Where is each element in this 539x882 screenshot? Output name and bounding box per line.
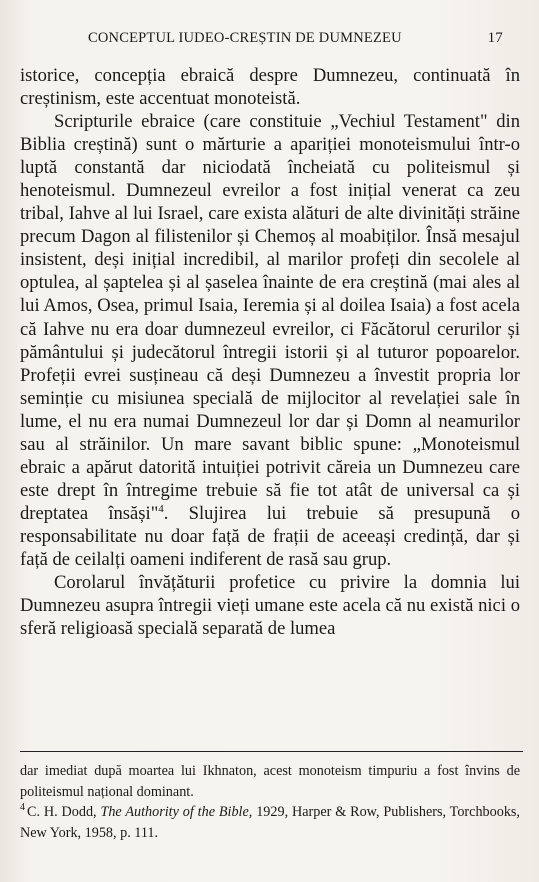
footnote-reference: 4 xyxy=(158,502,164,515)
footnote-divider xyxy=(20,751,523,752)
page-number: 17 xyxy=(487,30,503,46)
footnotes xyxy=(20,761,520,843)
footnote-3-continuation: dar imediat după moartea lui Ikhnaton, acest monoteism timpuriu a fost învins de politeismul național dominant. xyxy=(20,763,520,800)
footnote-4 xyxy=(20,802,520,843)
page-header xyxy=(88,30,503,47)
paragraph-2-text-a: Scripturile ebraice (care constituie „Vechiul Testament" din Biblia creștină) sunt o mărturie a apariției monoteismului într-o luptă constantă dar niciodată încheiată cu politeismul și henoteismul. Dumnezeul evreilor a fost inițial venerat ca zeu tribal, Iahve al lui Israel, care exista alături de alte divinități străine precum Dagon al filistenilor și Chemoș al moabiților. Însă mesajul insistent, deși inițial incredibil, al marilor profeți din secolele al optulea, al șaptelea și al șaselea înainte de era creștină (mai ales al lui Amos, Osea, primul Isaia, Ieremia și al doilea Isaia) a fost acela că Iahve nu era doar dumnezeul evreilor, ci Făcătorul cerurilor și pământului și judecătorul întregii istorii și al tuturor popoarelor. Profeții evrei susțineau că deși Dumnezeu a învestit propria lor seminție cu misiunea specială de mijlocitor al revelației sale în lume, el nu era numai Dumnezeul lor dar și Domn al neamurilor sau al străinilor. Un mare savant biblic spune: „Monoteismul ebraic a apărut datorită intuiției potrivit căreia un Dumnezeu care este drept în întregime trebuie să fie tot atât de universal ca și dreptatea însăși" xyxy=(20,111,520,524)
footnote-4-title: The Authority of the Bible xyxy=(100,804,249,820)
paragraph-1: istorice, concepția ebraică despre Dumnezeu, continuată în creștinism, este accentuat monoteistă. xyxy=(20,65,520,110)
running-title: CONCEPTUL IUDEO-CREȘTIN DE DUMNEZEU xyxy=(88,30,402,46)
paragraph-2 xyxy=(20,110,520,571)
main-text xyxy=(20,64,520,640)
paragraph-2-text-b: . Slujirea lui trebuie să presupună o responsabilitate nu doar față de frații de aceeași credință, dar și față de ceilalți oameni indiferent de rasă sau grup. xyxy=(20,502,520,570)
footnote-4-number: 4 xyxy=(20,802,25,814)
footnote-4-author: C. H. Dodd, xyxy=(27,804,101,820)
paragraph-3: Corolarul învățăturii profetice cu privire la domnia lui Dumnezeu asupra întregii vieți umane este acela că nu există nici o sferă religioasă specială separată de lumea xyxy=(20,572,520,640)
footnote-4-publication: , 1929, Harper & Row, Publishers, Torchbooks, New York, 1958, p. 111. xyxy=(20,804,520,841)
